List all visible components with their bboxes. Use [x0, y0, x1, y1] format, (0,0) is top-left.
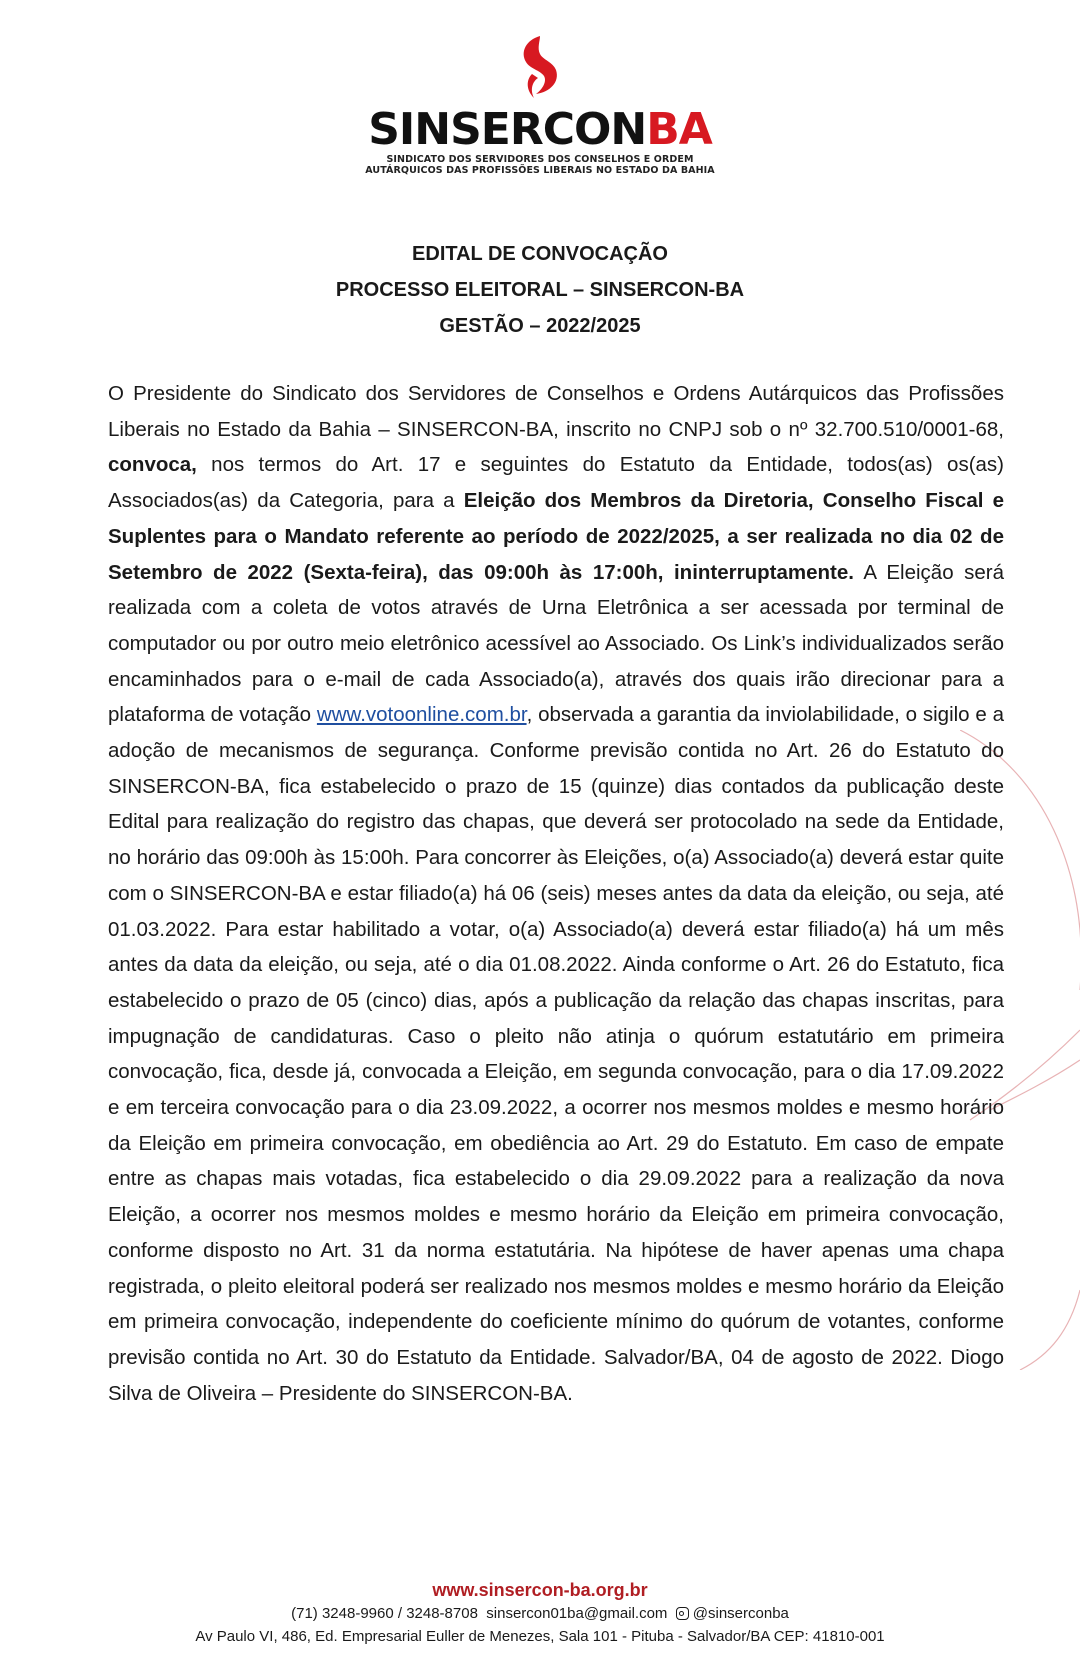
footer-phones: (71) 3248-9960 / 3248-8708	[291, 1605, 478, 1622]
logo-wordmark	[0, 106, 1080, 154]
body-text-part2: nos termos do Art. 17 e seguintes do Estatuto da Entidade, todos(as) os(as) Associados(as) da Categoria, para a	[108, 453, 1004, 513]
footer-email[interactable]: sinsercon01ba@gmail.com	[486, 1605, 668, 1622]
body-bold-election: Eleição dos Membros da Diretoria, Conselho Fiscal e Suplentes para o Mandato referente ao período de 2022/2025, a ser realizada no dia 02 de Setembro de 2022 (Sexta-feira), das 09:00h às 17:00h, ininterruptamente.	[108, 489, 1004, 584]
body-text-part3: A Eleição será realizada com a coleta de votos através de Urna Eletrônica a ser acessada por terminal de computador ou por outro meio eletrônico acessível ao Associado. Os Link’s individualizados serão encaminhados para o e-mail de cada Associado(a), através dos quais irão direcionar para a plataforma de votação	[108, 560, 1004, 727]
sinsercon-logo-icon	[510, 34, 570, 104]
letterhead	[0, 34, 1080, 176]
logo-subtitle-line2: AUTÁRQUICOS DAS PROFISSÕES LIBERAIS NO ESTADO DA BAHIA	[365, 165, 715, 176]
logo-subtitle-line1: SINDICATO DOS SERVIDORES DOS CONSELHOS E ORDEM	[386, 154, 694, 165]
instagram-icon	[676, 1607, 689, 1620]
title-gestao: GESTÃO – 2022/2025	[439, 315, 641, 337]
edital-body	[108, 376, 1004, 1411]
footer-contacts	[0, 1602, 1080, 1625]
body-bold-convoca: convoca,	[108, 453, 197, 477]
logo-wordmark-main: SINSERCON	[368, 104, 647, 155]
document-titles	[0, 236, 1080, 344]
letterhead-footer	[0, 1578, 1080, 1648]
title-processo-eleitoral: PROCESSO ELEITORAL – SINSERCON-BA	[335, 279, 745, 301]
logo-wordmark-accent: BA	[646, 104, 712, 155]
title-edital: EDITAL DE CONVOCAÇÃO	[412, 243, 668, 265]
body-text-part1: O Presidente do Sindicato dos Servidores de Conselhos e Ordens Autárquicos das Profissões Liberais no Estado da Bahia – SINSERCON-BA, inscrito no CNPJ sob o nº 32.700.510/0001-68,	[108, 382, 1004, 441]
footer-address: Av Paulo VI, 486, Ed. Empresarial Euller de Menezes, Sala 101 - Pituba - Salvador/BA CEP: 41810-001	[195, 1628, 885, 1645]
body-text-part4: , observada a garantia da inviolabilidade, o sigilo e a adoção de mecanismos de segurança. Conforme previsão contida no Art. 26 do Estatuto do SINSERCON-BA, fica estabelecido o prazo de 15 (quinze) dias contados da publicação deste Edital para realização do registro das chapas, que deverá ser protocolado na sede da Entidade, no horário das 09:00h às 15:00h. Para concorrer às Eleições, o(a) Associado(a) deverá estar quite com o SINSERCON-BA e estar filiado(a) há 06 (seis) meses antes da data da eleição, ou seja, até 01.03.2022. Para estar habilitado a votar, o(a) Associado(a) deverá estar filiado(a) há um mês antes da data da eleição, ou seja, até o dia 01.08.2022. Ainda conforme o Art. 26 do Estatuto, fica estabelecido o prazo de 05 (cinco) dias, após a publicação da relação das chapas inscritas, para impugnação de candidaturas. Caso o pleito não atinja o quórum estatutário em primeira convocação, fica, desde já, convocada a Eleição, em segunda convocação, para o dia 17.09.2022 e em terceira convocação para o dia 23.09.2022, a ocorrer nos mesmos moldes e mesmo horário da Eleição em primeira convocação, em obediência ao Art. 29 do Estatuto. Em caso de empate entre as chapas mais votadas, fica estabelecido o dia 29.09.2022 para a realização da nova Eleição, a ocorrer nos mesmos moldes e mesmo horário da Eleição em primeira convocação, conforme disposto no Art. 31 da norma estatutária. Na hipótese de haver apenas uma chapa registrada, o pleito eleitoral poderá ser realizado nos mesmos moldes e mesmo horário da Eleição em primeira convocação, independente do coeficiente mínimo do quórum de votantes, conforme previsão contida no Art. 30 do Estatuto da Entidade. Salvador/BA, 04 de agosto de 2022. Diogo Silva de Oliveira – Presidente do SINSERCON-BA.	[108, 703, 1005, 1405]
footer-instagram[interactable]: @sinserconba	[692, 1605, 789, 1622]
votoonline-link[interactable]: www.votoonline.com.br	[316, 703, 527, 727]
footer-website[interactable]: www.sinsercon-ba.org.br	[432, 1580, 648, 1600]
